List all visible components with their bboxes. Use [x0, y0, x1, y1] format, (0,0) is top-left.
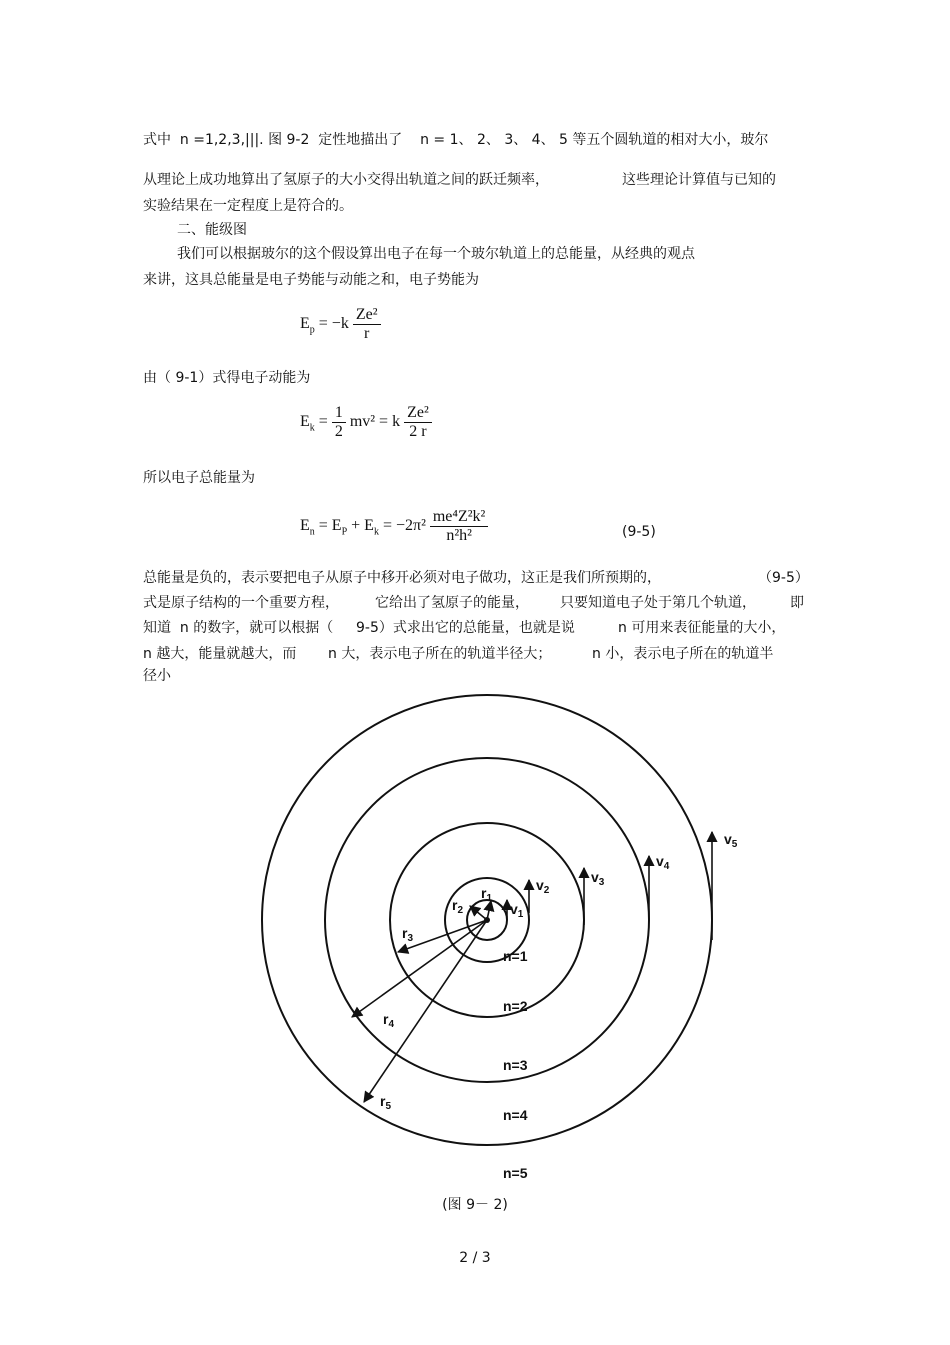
- paragraph-line-11b: n 大，表示电子所在的轨道半径大；: [328, 646, 552, 662]
- equation-kinetic-energy: $E_k$ = $\frac{1}{2}$ mv² = k $\frac{\text{Ze²}}{2 r}$: [300, 404, 432, 441]
- page-number: 2 / 3: [459, 1250, 491, 1266]
- equation-total-energy: $E_n = E_P + E_k = -2\pi^2$ $\frac{\text{me⁴Z²k²}}{\text{n²h²}}$: [300, 508, 488, 545]
- equation-potential-energy: $E_p = -k$ $\frac{\text{Ze²}}{r}$: [300, 306, 381, 343]
- paragraph-line-10a: 知道 n 的数字，就可以根据（: [143, 620, 334, 636]
- equation-number: (9-5): [622, 524, 656, 540]
- paragraph-line-8b: （9-5）: [758, 570, 809, 586]
- paragraph-line-11a: n 越大，能量就越大，而: [143, 646, 297, 662]
- paragraph-line-9d: 即: [790, 595, 804, 611]
- label-n1: n=1: [503, 948, 528, 964]
- label-r1: $r_1$: [481, 885, 493, 904]
- paragraph-line-12: 径小: [143, 668, 171, 684]
- paragraph-line-2b: 这些理论计算值与已知的: [622, 172, 776, 188]
- paragraph-line-3: 实验结果在一定程度上是符合的。: [143, 198, 353, 214]
- label-v5: $v_5$: [724, 831, 738, 850]
- paragraph-line-9b: 它给出了氢原子的能量，: [375, 595, 529, 611]
- label-v4: $v_4$: [656, 853, 670, 872]
- label-r3: $r_3$: [402, 925, 414, 944]
- paragraph-line-10b: 9-5）式求出它的总能量，也就是说: [356, 620, 575, 636]
- paragraph-line-11c: n 小，表示电子所在的轨道半: [592, 646, 774, 662]
- label-r5: $r_5$: [380, 1093, 392, 1112]
- paragraph-line-5: 来讲，这具总能量是电子势能与动能之和，电子势能为: [143, 272, 479, 288]
- radius-arrow-r4: [352, 920, 487, 1017]
- label-r2: $r_2$: [452, 897, 464, 916]
- label-n3: n=3: [503, 1057, 528, 1073]
- paragraph-line-10c: n 可用来表征能量的大小，: [618, 620, 786, 636]
- paragraph-line-7: 所以电子总能量为: [143, 470, 255, 486]
- paragraph-line-2a: 从理论上成功地算出了氢原子的大小交得出轨道之间的跃迁频率，: [143, 172, 549, 188]
- paragraph-line-6: 由（ 9-1）式得电子动能为: [143, 370, 311, 386]
- paragraph-line-8a: 总能量是负的，表示要把电子从原子中移开必须对电子做功，这正是我们所预期的，: [143, 570, 661, 586]
- label-r4: $r_4$: [383, 1011, 395, 1030]
- paragraph-line-4: 我们可以根据玻尔的这个假设算出电子在每一个玻尔轨道上的总能量，从经典的观点: [177, 246, 695, 262]
- label-n2: n=2: [503, 998, 528, 1014]
- label-v3: $v_3$: [591, 869, 605, 888]
- label-n4: n=4: [503, 1107, 528, 1123]
- label-v2: $v_2$: [536, 877, 550, 896]
- label-n5: n=5: [503, 1165, 528, 1181]
- paragraph-line-1: 式中 n =1,2,3,|||. 图 9-2 定性地描出了 n = 1、 2、 3、 4、 5 等五个圆轨道的相对大小，玻尔: [143, 132, 769, 148]
- radius-arrow-r2: [470, 906, 487, 920]
- paragraph-line-9c: 只要知道电子处于第几个轨道，: [560, 595, 756, 611]
- label-v1: $v_1$: [510, 901, 524, 920]
- section-heading: 二、能级图: [177, 222, 247, 238]
- paragraph-line-9a: 式是原子结构的一个重要方程，: [143, 595, 339, 611]
- figure-caption: (图 9－ 2): [442, 1197, 508, 1213]
